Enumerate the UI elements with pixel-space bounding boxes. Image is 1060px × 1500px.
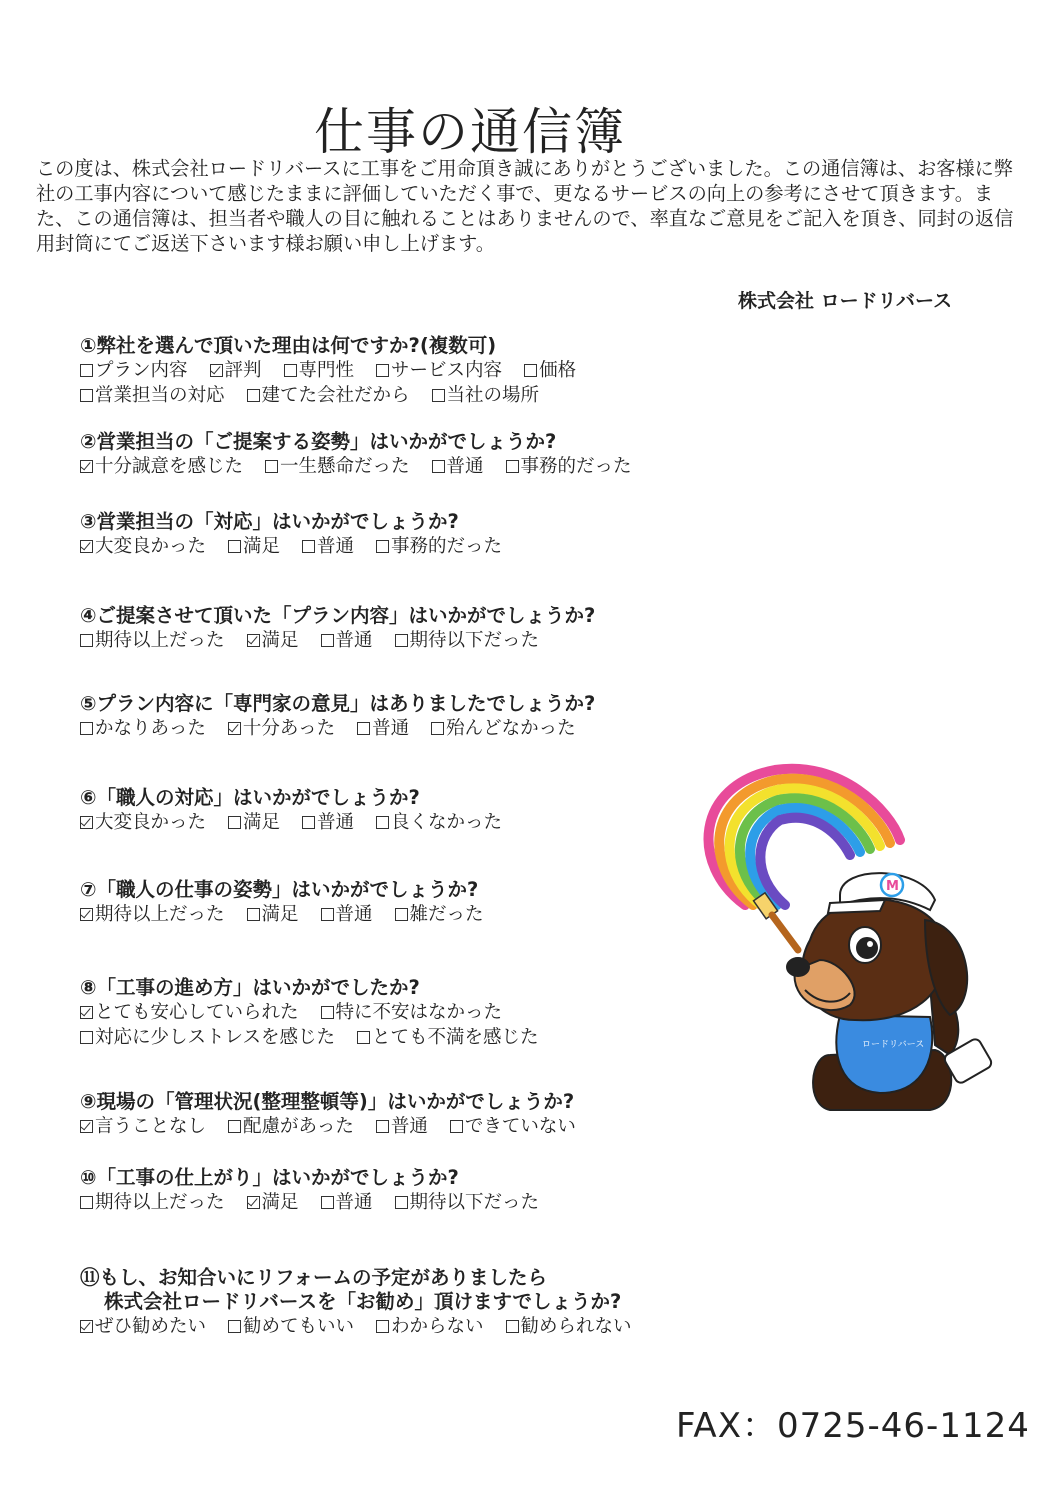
checkbox-option[interactable] <box>395 1190 540 1215</box>
option-label: ぜひ勧めたい <box>95 1316 207 1337</box>
option-label: 普通 <box>317 812 355 833</box>
option-label: 普通 <box>390 1116 428 1137</box>
question-1 <box>80 334 700 408</box>
option-row <box>80 383 700 408</box>
checkbox-option[interactable] <box>321 1000 503 1025</box>
option-label: 満足 <box>261 630 299 651</box>
empty-box-icon[interactable] <box>506 1320 519 1333</box>
option-label: 殆んどなかった <box>446 718 576 739</box>
empty-box-icon[interactable] <box>376 816 389 829</box>
fax-number: FAX：0725-46-1124 <box>676 1406 1030 1446</box>
checkbox-option[interactable] <box>376 1314 484 1339</box>
checked-box-icon[interactable] <box>80 816 93 829</box>
empty-box-icon[interactable] <box>265 460 278 473</box>
empty-box-icon[interactable] <box>228 540 241 553</box>
option-label: 十分誠意を感じた <box>95 456 244 477</box>
checkbox-option[interactable] <box>210 358 262 383</box>
option-label: 一生懸命だった <box>280 456 410 477</box>
empty-box-icon[interactable] <box>524 364 537 377</box>
option-row <box>80 358 700 383</box>
option-row <box>80 1114 700 1139</box>
option-label: とても不満を感じた <box>371 1027 539 1048</box>
mascot-dog-illustration <box>680 755 1020 1125</box>
checked-box-icon[interactable] <box>247 634 260 647</box>
checked-box-icon[interactable] <box>80 460 93 473</box>
checked-box-icon[interactable] <box>80 1006 93 1019</box>
option-label: 雑だった <box>409 904 484 925</box>
checked-box-icon[interactable] <box>80 908 93 921</box>
empty-box-icon[interactable] <box>321 1196 334 1209</box>
empty-box-icon[interactable] <box>284 364 297 377</box>
checkbox-option[interactable] <box>524 358 576 383</box>
checkbox-option[interactable] <box>302 534 354 559</box>
checkbox-option[interactable] <box>228 534 280 559</box>
option-label: わからない <box>391 1316 484 1337</box>
option-label: 十分あった <box>242 718 336 739</box>
option-label: とても安心していられた <box>95 1002 299 1023</box>
apron-text: ロードリバース <box>862 1040 925 1050</box>
checkbox-option[interactable] <box>80 1000 299 1025</box>
option-label: サービス内容 <box>391 360 503 381</box>
empty-box-icon[interactable] <box>395 1196 408 1209</box>
option-label: プラン内容 <box>95 360 188 381</box>
option-label: 対応に少しストレスを感じた <box>95 1027 335 1048</box>
option-label: 良くなかった <box>391 812 503 833</box>
option-label: かなりあった <box>95 718 206 739</box>
empty-box-icon[interactable] <box>80 1196 93 1209</box>
option-label: 配慮があった <box>243 1116 354 1137</box>
checked-box-icon[interactable] <box>210 364 223 377</box>
checkbox-option[interactable] <box>80 1025 335 1050</box>
checkbox-option[interactable] <box>247 902 299 927</box>
cap-logo-icon <box>881 874 903 896</box>
question-title: ⑤プラン内容に「専門家の意見」はありましたでしょうか? <box>80 692 596 715</box>
empty-box-icon[interactable] <box>432 460 445 473</box>
checkbox-option[interactable] <box>80 1190 225 1215</box>
question-11 <box>80 1266 700 1339</box>
dog-icon <box>787 873 993 1110</box>
empty-box-icon[interactable] <box>321 908 334 921</box>
empty-box-icon[interactable] <box>228 1320 241 1333</box>
option-row <box>80 1314 700 1339</box>
option-label: 満足 <box>261 904 299 925</box>
checkbox-option[interactable] <box>376 534 502 559</box>
option-row <box>80 810 700 835</box>
option-label: 価格 <box>539 360 577 381</box>
empty-box-icon[interactable] <box>228 1120 241 1133</box>
checked-box-icon[interactable] <box>80 540 93 553</box>
cap-logo-text: M <box>886 879 899 894</box>
option-label: 普通 <box>317 536 355 557</box>
empty-box-icon[interactable] <box>80 389 93 402</box>
empty-box-icon[interactable] <box>321 1006 334 1019</box>
option-label: 言うことなし <box>95 1116 207 1137</box>
checkbox-option[interactable] <box>395 902 484 927</box>
checkbox-option[interactable] <box>506 1314 632 1339</box>
option-label: 評判 <box>224 360 262 381</box>
option-label: 期待以上だった <box>95 630 225 651</box>
question-title: ④ご提案させて頂いた「プラン内容」はいかがでしょうか? <box>80 604 596 627</box>
checkbox-option[interactable] <box>376 1114 428 1139</box>
question-2 <box>80 430 700 479</box>
empty-box-icon[interactable] <box>247 908 260 921</box>
checkbox-option[interactable] <box>80 1114 206 1139</box>
empty-box-icon[interactable] <box>376 540 389 553</box>
question-3 <box>80 510 700 559</box>
checkbox-option[interactable] <box>395 628 540 653</box>
empty-box-icon[interactable] <box>80 722 93 735</box>
empty-box-icon[interactable] <box>80 364 93 377</box>
checkbox-option[interactable] <box>228 716 335 741</box>
empty-box-icon[interactable] <box>357 1031 370 1044</box>
option-label: 大変良かった <box>95 812 207 833</box>
option-label: 普通 <box>372 718 410 739</box>
checkbox-option[interactable] <box>506 454 632 479</box>
option-label: 満足 <box>243 812 281 833</box>
checkbox-option[interactable] <box>376 810 502 835</box>
question-title: ⑥「職人の対応」はいかがでしょうか? <box>80 786 420 809</box>
option-row <box>80 628 700 653</box>
checkbox-option[interactable] <box>80 902 225 927</box>
question-title: ⑧「工事の進め方」はいかがでしたか? <box>80 976 420 999</box>
checkbox-option[interactable] <box>80 628 225 653</box>
question-title: ⑨現場の「管理状況(整理整頓等)」はいかがでしょうか? <box>80 1090 575 1113</box>
page-title: 仕事の通信簿 <box>314 102 626 161</box>
option-label: 特に不安はなかった <box>335 1002 503 1023</box>
empty-box-icon[interactable] <box>247 389 260 402</box>
option-row <box>80 902 700 927</box>
option-row <box>80 534 700 559</box>
checkbox-option[interactable] <box>321 628 373 653</box>
option-label: 大変良かった <box>95 536 207 557</box>
checkbox-option[interactable] <box>321 1190 373 1215</box>
empty-box-icon[interactable] <box>395 908 408 921</box>
option-label: 事務的だった <box>520 456 632 477</box>
checkbox-option[interactable] <box>80 383 225 408</box>
checkbox-option[interactable] <box>80 810 206 835</box>
option-label: 勧められない <box>520 1316 632 1337</box>
checkbox-option[interactable] <box>80 454 243 479</box>
checked-box-icon[interactable] <box>80 1120 93 1133</box>
empty-box-icon[interactable] <box>321 634 334 647</box>
question-4 <box>80 604 700 653</box>
option-label: できていない <box>464 1116 576 1137</box>
option-label: 期待以下だった <box>409 630 540 651</box>
checkbox-option[interactable] <box>321 902 373 927</box>
checkbox-option[interactable] <box>265 454 410 479</box>
option-label: 営業担当の対応 <box>95 385 225 406</box>
question-title: ⑩「工事の仕上がり」はいかがでしょうか? <box>80 1166 459 1189</box>
question-subtitle: 株式会社ロードリバースを「お勧め」頂けますでしょうか? <box>104 1290 622 1313</box>
checked-box-icon[interactable] <box>247 1196 260 1209</box>
checkbox-option[interactable] <box>80 1314 206 1339</box>
checkbox-option[interactable] <box>247 628 299 653</box>
option-label: 普通 <box>335 630 373 651</box>
option-row <box>80 454 700 479</box>
empty-box-icon[interactable] <box>450 1120 463 1133</box>
checkbox-option[interactable] <box>228 1114 354 1139</box>
option-label: 満足 <box>261 1192 299 1213</box>
empty-box-icon[interactable] <box>302 816 315 829</box>
option-row <box>80 716 700 741</box>
question-9 <box>80 1090 700 1139</box>
checkbox-option[interactable] <box>284 358 355 383</box>
option-row <box>80 1025 700 1050</box>
option-label: 普通 <box>335 1192 373 1213</box>
question-title: ③営業担当の「対応」はいかがでしょうか? <box>80 510 459 533</box>
empty-box-icon[interactable] <box>376 1320 389 1333</box>
question-7 <box>80 878 700 927</box>
empty-box-icon[interactable] <box>228 816 241 829</box>
option-row <box>80 1190 700 1215</box>
option-row <box>80 1000 700 1025</box>
checkbox-option[interactable] <box>450 1114 576 1139</box>
checkbox-option[interactable] <box>357 1025 539 1050</box>
option-label: 事務的だった <box>391 536 503 557</box>
checkbox-option[interactable] <box>432 454 484 479</box>
checkbox-option[interactable] <box>302 810 354 835</box>
empty-box-icon[interactable] <box>80 634 93 647</box>
checked-box-icon[interactable] <box>80 1320 93 1333</box>
option-label: 勧めてもいい <box>243 1316 355 1337</box>
option-label: 普通 <box>335 904 373 925</box>
option-label: 普通 <box>446 456 484 477</box>
question-title: ①弊社を選んで頂いた理由は何ですか?(複数可) <box>80 334 497 357</box>
checkbox-option[interactable] <box>376 358 502 383</box>
checkbox-option[interactable] <box>247 1190 299 1215</box>
empty-box-icon[interactable] <box>506 460 519 473</box>
option-label: 満足 <box>243 536 281 557</box>
checkbox-option[interactable] <box>432 383 540 408</box>
question-title: ②営業担当の「ご提案する姿勢」はいかがでしょうか? <box>80 430 557 453</box>
option-label: 当社の場所 <box>446 385 540 406</box>
checkbox-option[interactable] <box>228 810 280 835</box>
checkbox-option[interactable] <box>80 358 188 383</box>
checkbox-option[interactable] <box>431 716 576 741</box>
checkbox-option[interactable] <box>357 716 409 741</box>
checkbox-option[interactable] <box>80 534 206 559</box>
question-8 <box>80 976 700 1050</box>
question-6 <box>80 786 700 835</box>
checkbox-option[interactable] <box>80 716 206 741</box>
empty-box-icon[interactable] <box>432 389 445 402</box>
checkbox-option[interactable] <box>228 1314 354 1339</box>
empty-box-icon[interactable] <box>395 634 408 647</box>
empty-box-icon[interactable] <box>80 1031 93 1044</box>
option-label: 専門性 <box>298 360 355 381</box>
empty-box-icon[interactable] <box>376 364 389 377</box>
question-5 <box>80 692 700 741</box>
option-label: 期待以下だった <box>409 1192 540 1213</box>
intro-text: この度は、株式会社ロードリバースに工事をご用命頂き誠にありがとうございました。この通信簿は、お客様に弊社の工事内容について感じたままに評価していただく事で、更なるサービスの向上の参考にさせて頂きます。また、この通信簿は、担当者や職人の目に触れることはありませんので、率直なご意見をご記入を頂き、同封の返信用封筒にてご返送下さいます様お願い申し上げます。 <box>36 157 1014 255</box>
option-label: 期待以上だった <box>95 1192 225 1213</box>
empty-box-icon[interactable] <box>376 1120 389 1133</box>
checked-box-icon[interactable] <box>228 722 241 735</box>
empty-box-icon[interactable] <box>302 540 315 553</box>
empty-box-icon[interactable] <box>431 722 444 735</box>
company-name: 株式会社 ロードリバース <box>738 290 953 312</box>
option-label: 建てた会社だから <box>261 385 410 406</box>
question-title: ⑦「職人の仕事の姿勢」はいかがでしょうか? <box>80 878 479 901</box>
empty-box-icon[interactable] <box>357 722 370 735</box>
checkbox-option[interactable] <box>247 383 410 408</box>
question-10 <box>80 1166 700 1215</box>
question-title: ⑪もし、お知合いにリフォームの予定がありましたら <box>80 1266 548 1289</box>
option-label: 期待以上だった <box>95 904 225 925</box>
